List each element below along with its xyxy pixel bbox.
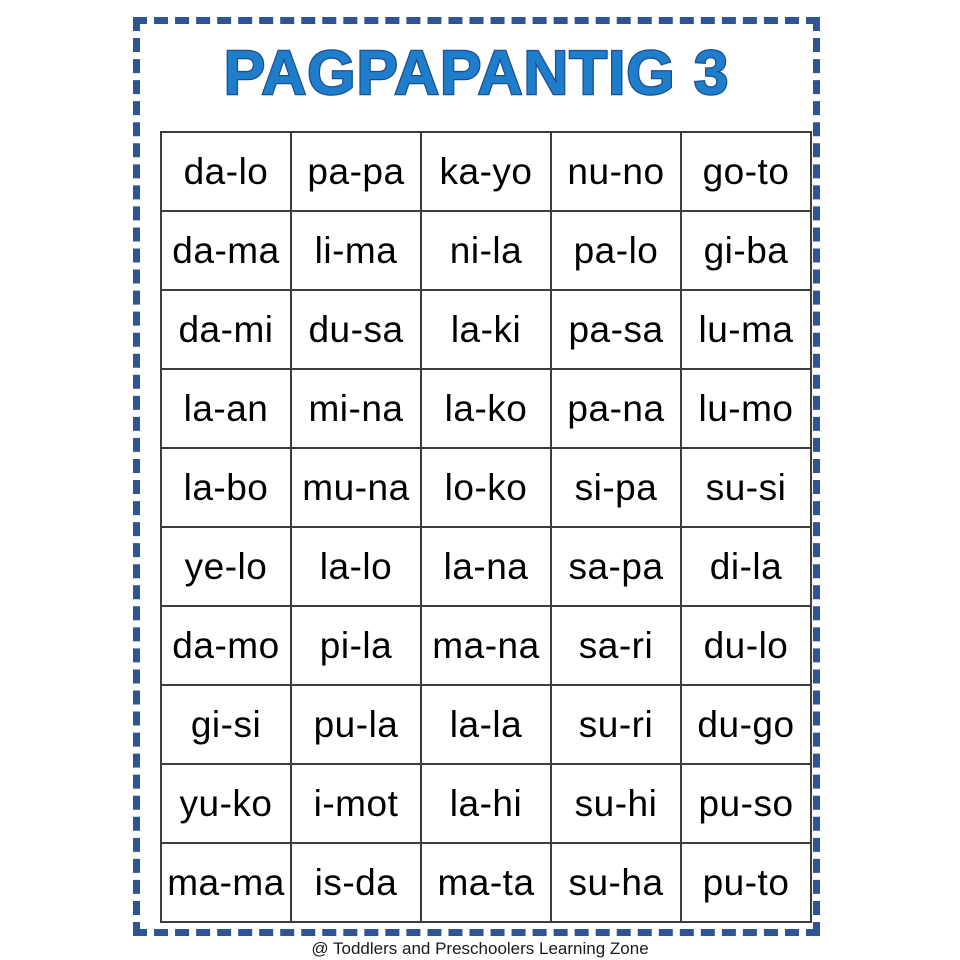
syllable-cell: da-mo — [161, 606, 291, 685]
table-row — [161, 369, 811, 448]
syllable-cell: la-la — [421, 685, 551, 764]
table-row — [161, 448, 811, 527]
syllable-cell: la-bo — [161, 448, 291, 527]
syllable-cell: la-an — [161, 369, 291, 448]
table-row — [161, 290, 811, 369]
syllable-cell: pi-la — [291, 606, 421, 685]
syllable-cell: la-hi — [421, 764, 551, 843]
footer-credit: @ Toddlers and Preschoolers Learning Zone — [311, 939, 649, 958]
syllable-cell: ma-ta — [421, 843, 551, 922]
syllable-cell: su-si — [681, 448, 811, 527]
syllable-cell: pu-to — [681, 843, 811, 922]
table-row — [161, 527, 811, 606]
syllable-cell: gi-si — [161, 685, 291, 764]
syllable-cell: yu-ko — [161, 764, 291, 843]
syllable-cell: ye-lo — [161, 527, 291, 606]
table-row — [161, 685, 811, 764]
syllable-cell: du-go — [681, 685, 811, 764]
syllable-cell: lu-ma — [681, 290, 811, 369]
syllable-cell: su-ri — [551, 685, 681, 764]
syllable-cell: du-lo — [681, 606, 811, 685]
syllable-cell: lu-mo — [681, 369, 811, 448]
syllable-cell: go-to — [681, 132, 811, 211]
syllable-cell: lo-ko — [421, 448, 551, 527]
syllable-cell: ma-ma — [161, 843, 291, 922]
syllable-cell: la-ki — [421, 290, 551, 369]
syllable-cell: mi-na — [291, 369, 421, 448]
syllable-cell: da-mi — [161, 290, 291, 369]
syllable-cell: di-la — [681, 527, 811, 606]
syllable-cell: pa-lo — [551, 211, 681, 290]
syllable-cell: mu-na — [291, 448, 421, 527]
syllable-cell: ma-na — [421, 606, 551, 685]
page-title: PAGPAPANTIG 3 — [223, 39, 730, 108]
syllable-cell: si-pa — [551, 448, 681, 527]
table-row — [161, 132, 811, 211]
table-row — [161, 606, 811, 685]
syllable-cell: pu-la — [291, 685, 421, 764]
syllable-cell: la-ko — [421, 369, 551, 448]
syllable-cell: pa-sa — [551, 290, 681, 369]
syllable-cell: sa-ri — [551, 606, 681, 685]
syllable-cell: da-lo — [161, 132, 291, 211]
syllable-cell: li-ma — [291, 211, 421, 290]
syllable-cell: pu-so — [681, 764, 811, 843]
table-row — [161, 843, 811, 922]
syllable-cell: du-sa — [291, 290, 421, 369]
syllable-cell: is-da — [291, 843, 421, 922]
syllable-cell: pa-na — [551, 369, 681, 448]
syllable-cell: su-ha — [551, 843, 681, 922]
syllable-cell: nu-no — [551, 132, 681, 211]
syllable-cell: pa-pa — [291, 132, 421, 211]
table-row — [161, 211, 811, 290]
syllable-cell: la-na — [421, 527, 551, 606]
syllable-cell: sa-pa — [551, 527, 681, 606]
syllable-table — [160, 131, 812, 923]
syllable-cell: ka-yo — [421, 132, 551, 211]
syllable-cell: da-ma — [161, 211, 291, 290]
table-row — [161, 764, 811, 843]
syllable-cell: gi-ba — [681, 211, 811, 290]
syllable-table-body — [161, 132, 811, 922]
syllable-cell: la-lo — [291, 527, 421, 606]
syllable-cell: i-mot — [291, 764, 421, 843]
syllable-cell: ni-la — [421, 211, 551, 290]
syllable-cell: su-hi — [551, 764, 681, 843]
